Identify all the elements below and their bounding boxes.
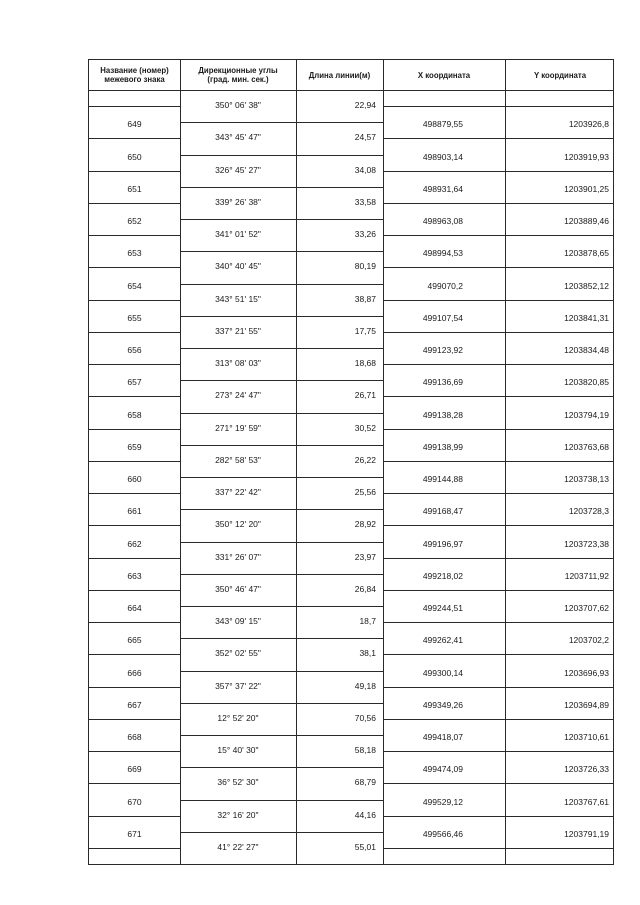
y-coordinate-cell: 1203707,62 xyxy=(564,603,609,613)
y-coordinate-cell: 1203694,89 xyxy=(564,699,609,710)
x-coordinate-cell: 499107,54 xyxy=(422,312,463,323)
direction-angle-cell: 41° 22' 27" xyxy=(217,841,259,852)
header-x-coordinate: X координата xyxy=(417,70,471,80)
x-coordinate-cell: 499070,2 xyxy=(427,280,463,291)
y-coordinate-cell: 1203710,61 xyxy=(564,732,609,742)
y-coordinate-cell: 1203702,2 xyxy=(568,635,609,646)
line-length-cell: 25,56 xyxy=(354,487,376,498)
line-length-cell: 70,56 xyxy=(354,712,376,723)
direction-angle-cell: 36° 52' 30" xyxy=(217,777,259,788)
point-name-cell: 667 xyxy=(127,699,142,710)
x-coordinate-cell: 499244,51 xyxy=(422,603,463,613)
header-name-line1: Название (номер) xyxy=(100,66,169,75)
point-name-cell: 664 xyxy=(127,603,142,613)
line-length-cell: 18,7 xyxy=(359,616,376,627)
y-coordinate-cell: 1203841,31 xyxy=(564,312,609,323)
point-name-cell: 665 xyxy=(127,635,142,646)
line-length-cell: 28,92 xyxy=(354,519,376,530)
point-name-cell: 668 xyxy=(127,732,142,742)
line-length-cell: 38,1 xyxy=(359,648,376,659)
x-coordinate-cell: 499418,07 xyxy=(422,732,463,742)
x-coordinate-cell: 499138,99 xyxy=(422,441,463,452)
point-name-cell: 651 xyxy=(127,183,142,194)
line-length-cell: 24,57 xyxy=(354,132,376,143)
direction-angle-cell: 343° 45' 47" xyxy=(215,132,261,143)
line-length-cell: 26,22 xyxy=(354,454,376,465)
point-name-cell: 663 xyxy=(127,570,142,581)
direction-angle-cell: 350° 06' 38" xyxy=(215,100,261,111)
y-coordinate-cell: 1203767,61 xyxy=(564,796,609,807)
header-y-coordinate: Y координата xyxy=(533,70,587,80)
point-name-cell: 653 xyxy=(127,248,142,259)
direction-angle-cell: 350° 12' 20" xyxy=(215,519,261,530)
y-coordinate-cell: 1203878,65 xyxy=(564,248,609,259)
y-coordinate-cell: 1203919,93 xyxy=(564,151,609,162)
x-coordinate-cell: 499168,47 xyxy=(422,506,463,517)
y-coordinate-cell: 1203791,19 xyxy=(564,828,609,839)
line-length-cell: 22,94 xyxy=(354,100,376,111)
direction-angle-cell: 32° 16' 20" xyxy=(217,809,259,820)
direction-angle-cell: 343° 51' 15" xyxy=(215,293,261,304)
x-coordinate-cell: 499300,14 xyxy=(422,667,463,678)
header-angle-line1: Дирекционные углы xyxy=(198,66,278,75)
direction-angle-cell: 340° 40' 45" xyxy=(215,261,261,272)
direction-angle-cell: 350° 46' 47" xyxy=(215,583,261,594)
direction-angle-cell: 357° 37' 22" xyxy=(215,680,261,691)
point-name-cell: 666 xyxy=(127,667,142,678)
point-name-cell: 658 xyxy=(127,409,142,420)
x-coordinate-cell: 499136,69 xyxy=(422,377,463,388)
y-coordinate-cell: 1203726,33 xyxy=(564,764,609,775)
coordinates-table xyxy=(88,59,614,865)
point-name-cell: 670 xyxy=(127,796,142,807)
point-name-cell: 661 xyxy=(127,506,142,517)
x-coordinate-cell: 499138,28 xyxy=(422,409,463,420)
header-line-length: Длина линии(м) xyxy=(308,70,371,80)
line-length-cell: 23,97 xyxy=(354,551,376,562)
direction-angle-cell: 331° 26' 07" xyxy=(215,551,261,562)
direction-angle-cell: 337° 21' 55" xyxy=(215,325,261,336)
line-length-cell: 55,01 xyxy=(354,841,376,852)
x-coordinate-cell: 498963,08 xyxy=(422,216,463,226)
direction-angle-cell: 337° 22' 42" xyxy=(215,487,261,498)
direction-angle-cell: 273° 24' 47" xyxy=(215,390,261,401)
y-coordinate-cell: 1203763,68 xyxy=(564,441,609,452)
x-coordinate-cell: 499566,46 xyxy=(422,828,463,839)
x-coordinate-cell: 499144,88 xyxy=(422,474,463,484)
direction-angle-cell: 282° 58' 53" xyxy=(215,454,261,465)
x-coordinate-cell: 499123,92 xyxy=(422,345,463,355)
direction-angle-cell: 326° 45' 27" xyxy=(215,164,261,175)
direction-angle-cell: 12° 52' 20" xyxy=(217,712,259,723)
line-length-cell: 33,26 xyxy=(354,229,376,240)
point-name-cell: 656 xyxy=(127,345,142,355)
y-coordinate-cell: 1203696,93 xyxy=(564,667,609,678)
line-length-cell: 68,79 xyxy=(354,777,376,788)
point-name-cell: 669 xyxy=(127,764,142,775)
point-name-cell: 662 xyxy=(127,538,142,549)
y-coordinate-cell: 1203794,19 xyxy=(564,409,609,420)
direction-angle-cell: 339° 26' 38" xyxy=(215,196,261,207)
line-length-cell: 38,87 xyxy=(354,293,376,304)
line-length-cell: 58,18 xyxy=(354,745,376,756)
x-coordinate-cell: 499474,09 xyxy=(422,764,463,775)
header-point-name xyxy=(89,60,180,90)
line-length-cell: 80,19 xyxy=(354,261,376,272)
y-coordinate-cell: 1203711,92 xyxy=(564,570,609,581)
y-coordinate-cell: 1203852,12 xyxy=(564,280,609,291)
x-coordinate-cell: 499218,02 xyxy=(422,570,463,581)
line-length-cell: 34,08 xyxy=(354,164,376,175)
point-name-cell: 654 xyxy=(127,280,142,291)
direction-angle-cell: 341° 01' 52" xyxy=(215,229,261,240)
x-coordinate-cell: 498903,14 xyxy=(422,151,463,162)
line-length-cell: 33,58 xyxy=(354,196,376,207)
line-length-cell: 49,18 xyxy=(354,680,376,691)
direction-angle-cell: 313° 08' 03" xyxy=(215,358,261,369)
y-coordinate-cell: 1203834,48 xyxy=(564,345,609,355)
point-name-cell: 660 xyxy=(127,474,142,484)
line-length-cell: 44,16 xyxy=(354,809,376,820)
direction-angle-cell: 352° 02' 55" xyxy=(215,648,261,659)
point-name-cell: 649 xyxy=(127,119,142,130)
point-name-cell: 671 xyxy=(127,828,142,839)
line-length-cell: 17,75 xyxy=(354,325,376,336)
x-coordinate-cell: 499196,97 xyxy=(422,538,463,549)
line-length-cell: 26,71 xyxy=(354,390,376,401)
y-coordinate-cell: 1203723,38 xyxy=(564,538,609,549)
direction-angle-cell: 271° 19' 59" xyxy=(215,422,261,433)
y-coordinate-cell: 1203738,13 xyxy=(564,474,609,484)
direction-angle-cell: 343° 09' 15" xyxy=(215,616,261,627)
header-direction-angle xyxy=(180,60,296,90)
point-name-cell: 657 xyxy=(127,377,142,388)
y-coordinate-cell: 1203901,25 xyxy=(564,183,609,194)
x-coordinate-cell: 499349,26 xyxy=(422,699,463,710)
point-name-cell: 650 xyxy=(127,151,142,162)
y-coordinate-cell: 1203820,85 xyxy=(564,377,609,388)
y-coordinate-cell: 1203728,3 xyxy=(568,506,609,517)
x-coordinate-cell: 499262,41 xyxy=(422,635,463,646)
header-angle-line2: (град. мин. сек.) xyxy=(207,75,269,84)
x-coordinate-cell: 498994,53 xyxy=(422,248,463,259)
direction-angle-cell: 15° 40' 30" xyxy=(217,745,259,756)
x-coordinate-cell: 498879,55 xyxy=(422,119,463,130)
point-name-cell: 659 xyxy=(127,441,142,452)
y-coordinate-cell: 1203889,46 xyxy=(564,216,609,226)
line-length-cell: 26,84 xyxy=(354,583,376,594)
line-length-cell: 18,68 xyxy=(354,358,376,369)
point-name-cell: 655 xyxy=(127,312,142,323)
point-name-cell: 652 xyxy=(127,216,142,226)
header-name-line2: межевого знака xyxy=(104,75,165,84)
x-coordinate-cell: 498931,64 xyxy=(422,183,463,194)
y-coordinate-cell: 1203926,8 xyxy=(568,119,609,130)
line-length-cell: 30,52 xyxy=(354,422,376,433)
x-coordinate-cell: 499529,12 xyxy=(422,796,463,807)
